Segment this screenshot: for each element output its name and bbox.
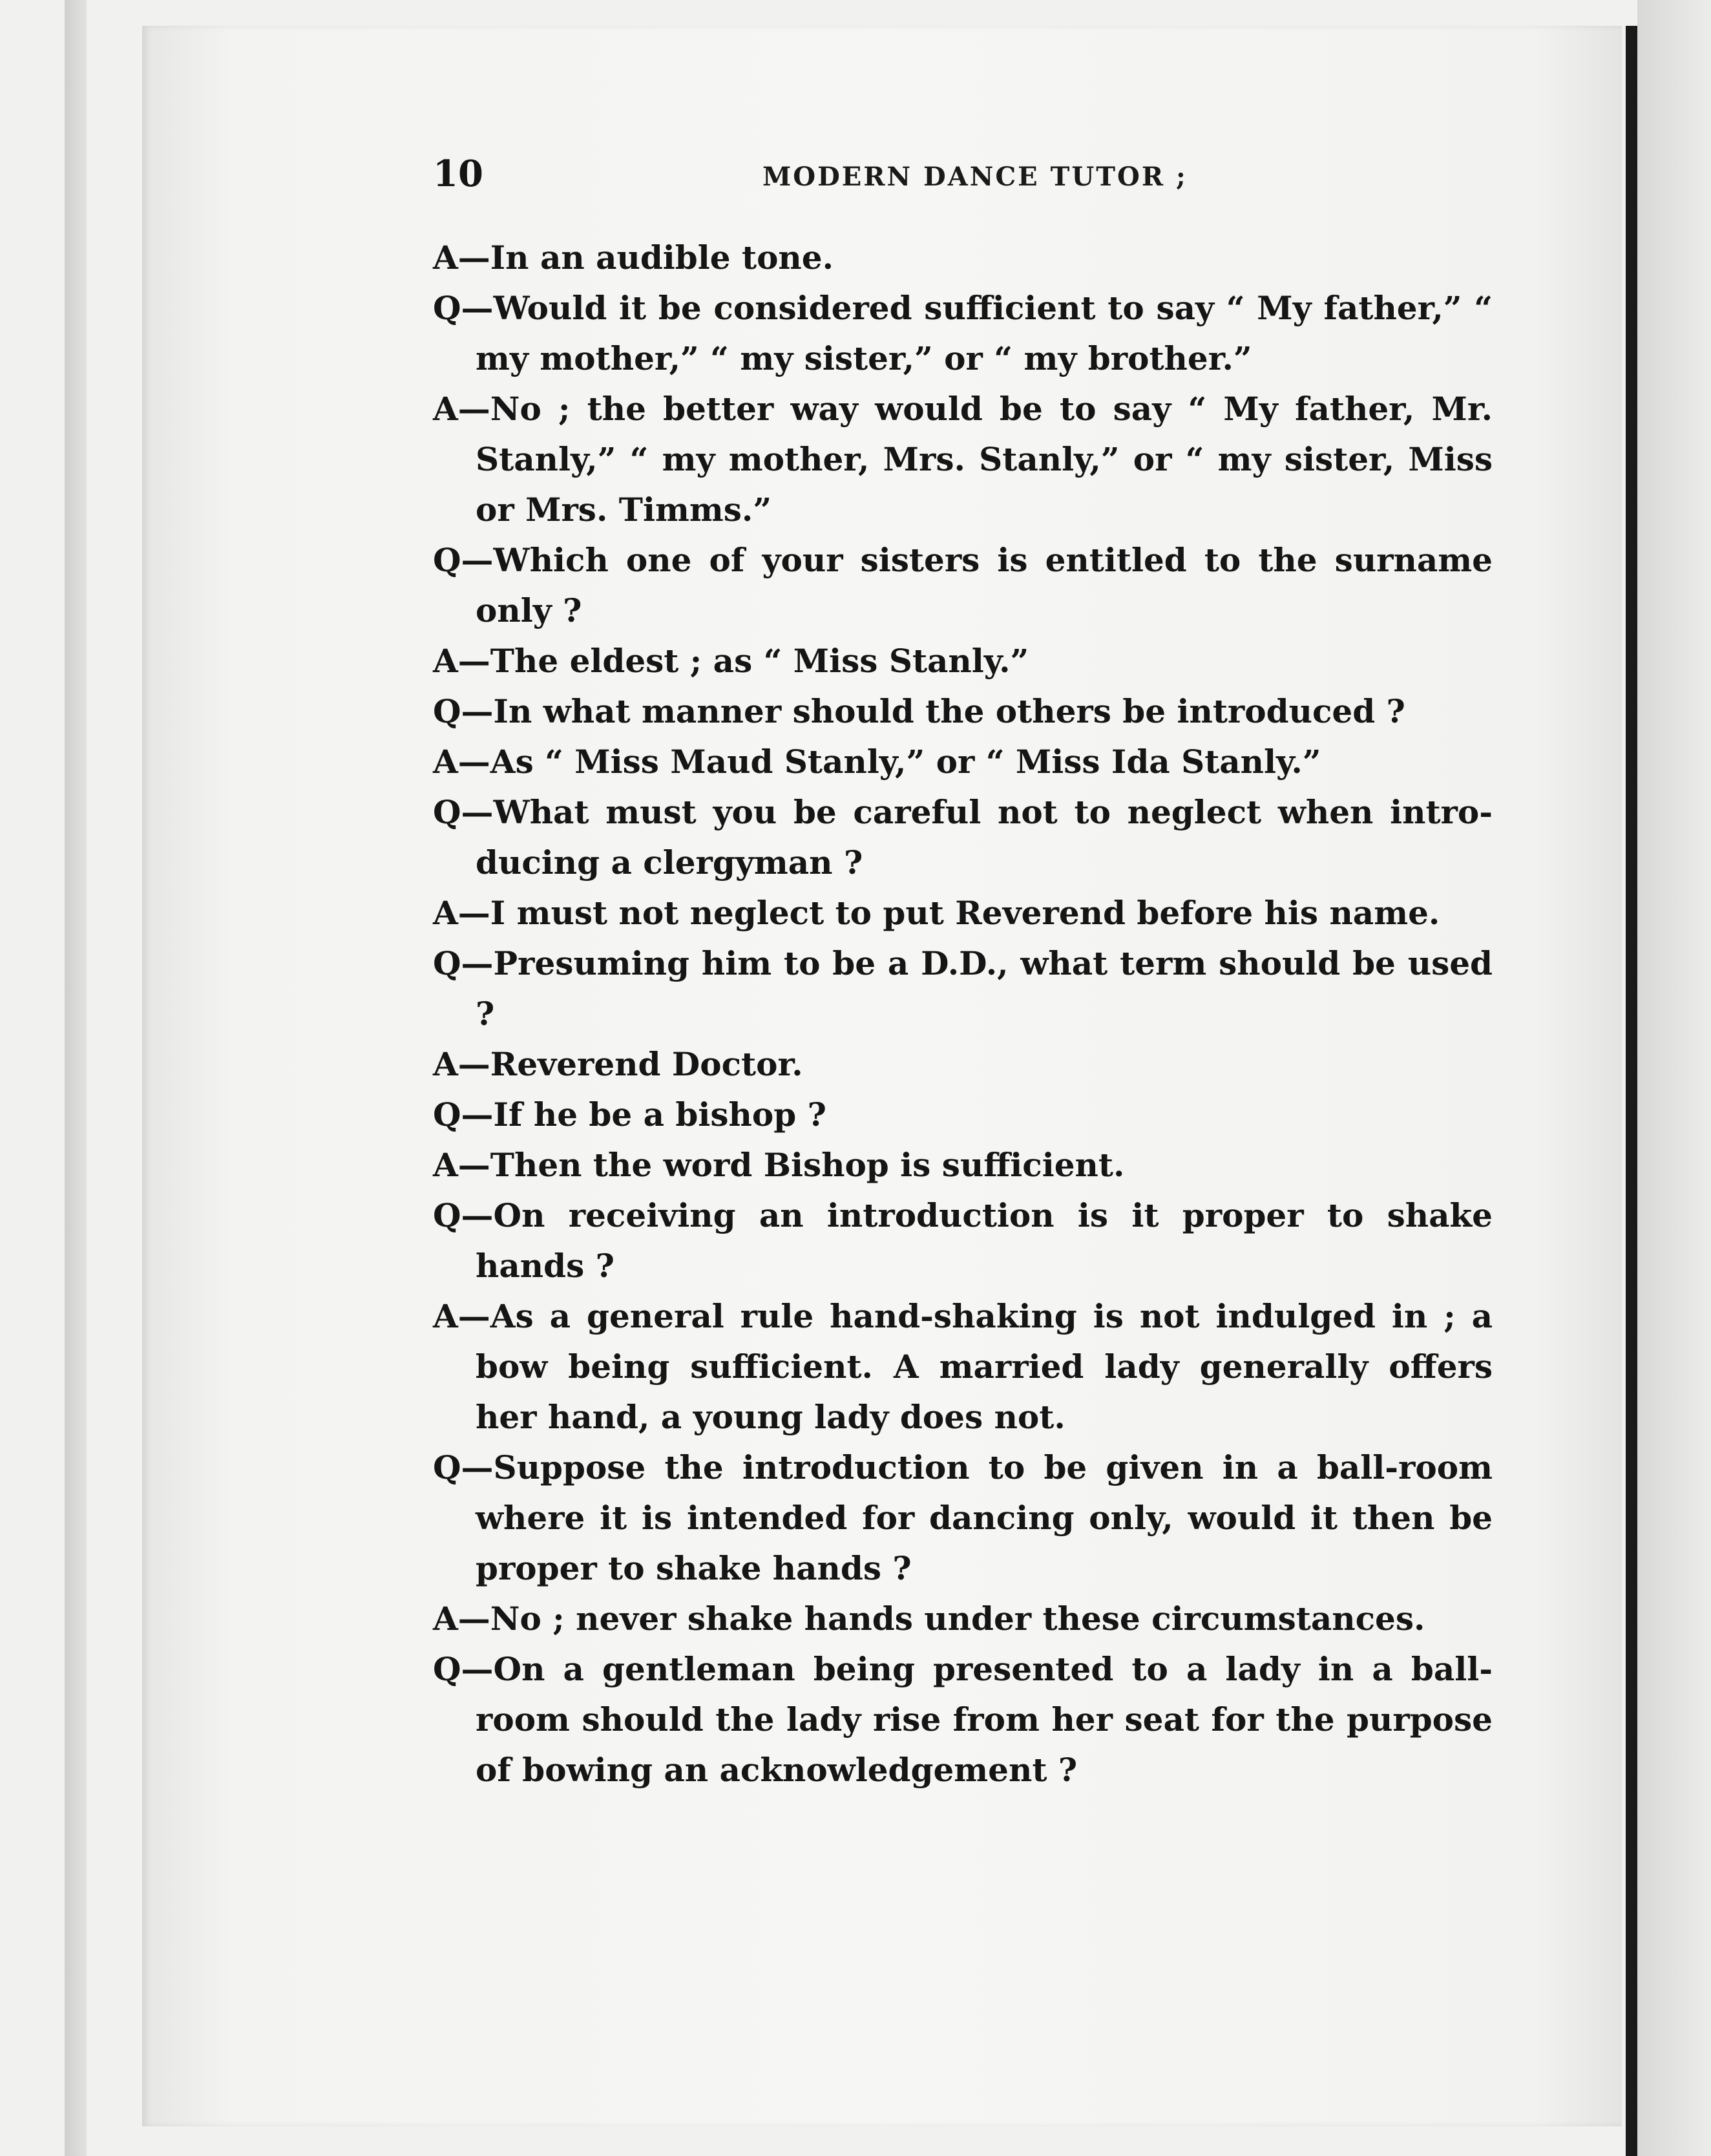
book-spine bbox=[1626, 26, 1637, 2156]
question-entry: Q—Suppose the introduction to be given in a ball-room where it is intended for dancing only, would it then be proper to shake hands ? bbox=[433, 1448, 1493, 1587]
answer-entry: A—As “ Miss Maud Stanly,” or “ Miss Ida Stanly.” bbox=[433, 743, 1321, 781]
question-entry: Q—What must you be careful not to neglect when introducing a clergyman ? bbox=[433, 793, 1493, 882]
question-entry: Q—On receiving an introduction is it proper to shake hands ? bbox=[433, 1196, 1493, 1285]
question-entry: Q—Presuming him to be a D.D., what term should be used ? bbox=[433, 944, 1493, 1033]
page-number: 10 bbox=[433, 153, 483, 195]
body-text bbox=[433, 233, 1493, 1795]
answer-entry: A—As a general rule hand-shaking is not indulged in ; a bow being sufficient. A married lady generally offers her hand, a young lady does not. bbox=[433, 1297, 1493, 1436]
answer-entry: A—Reverend Doctor. bbox=[433, 1045, 803, 1083]
answer-entry: A—No ; the better way would be to say “ My father, Mr. Stanly,” “ my mother, Mrs. Stanly,” or “ my sister, Miss or Mrs. Timms.” bbox=[433, 390, 1493, 529]
question-entry: Q—Would it be considered sufficient to say “ My father,” “ my mother,” “ my sister,” or “ my brother.” bbox=[433, 289, 1493, 377]
answer-entry: A—I must not neglect to put Reverend before his name. bbox=[433, 894, 1440, 932]
page-header bbox=[433, 153, 1531, 211]
answer-entry: A—In an audible tone. bbox=[433, 238, 834, 277]
question-entry: Q—On a gentleman being presented to a lady in a ballroom should the lady rise from her seat for the purpose of bowing an acknowledgement ? bbox=[433, 1650, 1493, 1789]
left-page-edge bbox=[65, 0, 87, 2156]
question-entry: Q—In what manner should the others be introduced ? bbox=[433, 692, 1405, 730]
answer-entry: A—No ; never shake hands under these circumstances. bbox=[433, 1600, 1425, 1638]
question-entry: Q—Which one of your sisters is entitled to the surname only ? bbox=[433, 541, 1493, 629]
answer-entry: A—The eldest ; as “ Miss Stanly.” bbox=[433, 642, 1029, 680]
question-entry: Q—If he be a bishop ? bbox=[433, 1095, 826, 1134]
answer-entry: A—Then the word Bishop is sufficient. bbox=[433, 1146, 1125, 1184]
running-head: MODERN DANCE TUTOR ; bbox=[762, 162, 1188, 192]
facing-page-edge bbox=[1637, 0, 1711, 2156]
